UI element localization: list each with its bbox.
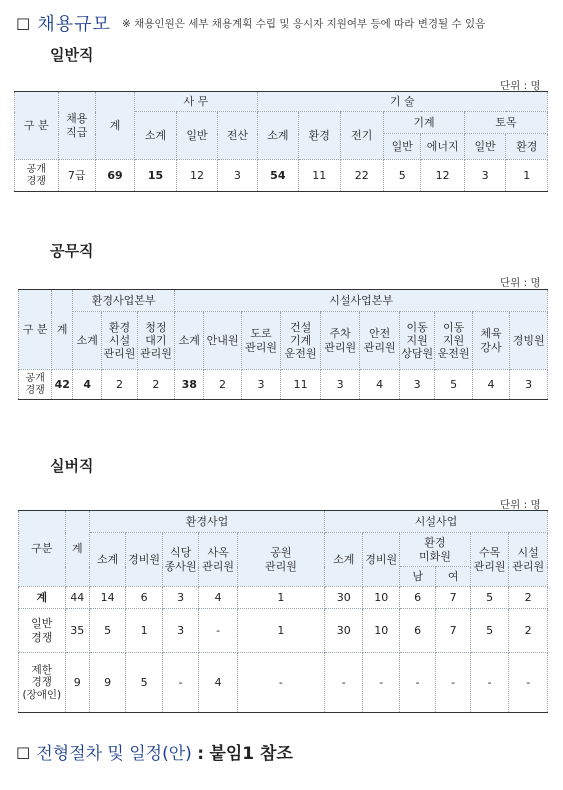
cell-security-facility: 10 [363, 609, 399, 653]
cell-office-manager: 4 [199, 587, 238, 609]
cell-mobility-counselor: 3 [399, 370, 434, 400]
header-tree-manager: 수목 관리원 [470, 533, 509, 587]
unit-label: 단위 : 명 [500, 499, 541, 511]
row-label: 공개 경쟁 [19, 370, 52, 400]
cell-civil-general: 3 [464, 160, 505, 192]
header-subtotal-env: 소계 [89, 533, 125, 587]
cell-env-facility: 2 [102, 370, 137, 400]
cell-female: 7 [436, 609, 470, 653]
header-machine-operator: 건설 기계 운전원 [281, 312, 321, 370]
cell-male: - [399, 653, 435, 713]
cell-security: 6 [126, 587, 162, 609]
cell-female: 7 [436, 587, 470, 609]
table-row [19, 587, 548, 609]
row-label: 공개 경쟁 [15, 160, 59, 192]
cell-subtotal-facility: 38 [175, 370, 204, 400]
header-env-business: 환경사업 [89, 511, 324, 533]
cell-mobility-driver: 5 [435, 370, 472, 400]
header-park-manager: 공원 관리원 [237, 533, 324, 587]
cell-clean-air: 2 [137, 370, 175, 400]
row-label: 계 [19, 587, 66, 609]
header-cafeteria: 식당 종사원 [162, 533, 198, 587]
cell-machine-operator: 11 [281, 370, 321, 400]
cell-safety: 4 [360, 370, 400, 400]
cell-office-subtotal: 15 [135, 160, 176, 192]
cell-total: 42 [52, 370, 73, 400]
general-table [14, 91, 548, 192]
cell-total: 69 [95, 160, 134, 192]
cell-total: 9 [65, 653, 89, 713]
header-office-manager: 사옥 관리원 [199, 533, 238, 587]
cell-male: 6 [399, 609, 435, 653]
cell-subtotal-facility: 30 [324, 587, 363, 609]
cell-security: 5 [126, 653, 162, 713]
cell-subtotal-env: 5 [89, 609, 125, 653]
header-road: 도로 관리원 [241, 312, 281, 370]
cell-tree-manager: 5 [470, 609, 509, 653]
cell-pe-instructor: 4 [472, 370, 509, 400]
header-civil-environment: 환경 [506, 134, 548, 160]
footer-title: 전형절차 및 일정(안) [36, 744, 192, 764]
row-label: 제한 경쟁 (장애인) [19, 653, 66, 713]
subtitle-general: 일반직 [50, 46, 94, 64]
header-clean-air: 청정 대기 관리원 [137, 312, 175, 370]
header-facility-business: 시설사업 [324, 511, 547, 533]
header-mobility-driver: 이동 지원 운전원 [435, 312, 472, 370]
header-civil: 토목 [464, 112, 547, 134]
header-subtotal-facility: 소계 [175, 312, 204, 370]
cell-subtotal-env: 14 [89, 587, 125, 609]
header-machine-general: 일반 [384, 134, 421, 160]
header-mobility-counselor: 이동 지원 상담원 [399, 312, 434, 370]
cell-security-facility: 10 [363, 587, 399, 609]
cell-cafeteria: 3 [162, 587, 198, 609]
header-subtotal-env: 소계 [73, 312, 102, 370]
header-facility-manager: 시설 관리원 [509, 533, 548, 587]
cell-facility-manager: 2 [509, 609, 548, 653]
table-row [19, 609, 548, 653]
header-female: 여 [436, 567, 470, 587]
section-title: 채용규모 [37, 14, 111, 35]
header-office-general: 일반 [176, 112, 217, 160]
cell-female: - [436, 653, 470, 713]
header-tech: 기 술 [257, 92, 547, 112]
cell-subtotal-env: 9 [89, 653, 125, 713]
unit-label: 단위 : 명 [500, 277, 541, 289]
header-total: 계 [65, 511, 89, 587]
header-electric: 전기 [340, 112, 384, 160]
header-gubun: 구분 [19, 511, 66, 587]
header-guide: 안내원 [204, 312, 241, 370]
cell-park-manager: 1 [237, 587, 324, 609]
cell-total: 44 [65, 587, 89, 609]
cell-office-it: 3 [218, 160, 257, 192]
header-guard: 경빙원 [510, 312, 548, 370]
footer-colon: : [197, 744, 205, 764]
header-security: 경비원 [126, 533, 162, 587]
header-total: 계 [52, 290, 73, 370]
header-office-it: 전산 [218, 112, 257, 160]
table-row [19, 653, 548, 713]
footer-reference: 붙임1 참조 [209, 744, 293, 764]
header-beautification: 환경 미화원 [399, 533, 470, 567]
header-energy: 에너지 [421, 134, 465, 160]
cell-energy: 12 [421, 160, 465, 192]
subtitle-silver: 실버직 [50, 457, 94, 475]
cell-electric: 22 [340, 160, 384, 192]
cell-guide: 2 [204, 370, 241, 400]
header-gubun: 구 분 [19, 290, 52, 370]
cell-male: 6 [399, 587, 435, 609]
cell-cafeteria: - [162, 653, 198, 713]
header-gubun: 구 분 [15, 92, 59, 160]
cell-civil-environment: 1 [506, 160, 548, 192]
header-pe-instructor: 체육 강사 [472, 312, 509, 370]
section-footer [16, 739, 293, 764]
cell-park-manager: - [237, 653, 324, 713]
header-env-hq: 환경사업본부 [73, 290, 175, 312]
cell-subtotal-facility: 30 [324, 609, 363, 653]
cell-environment: 11 [299, 160, 340, 192]
header-machine: 기계 [384, 112, 465, 134]
cell-road: 3 [241, 370, 281, 400]
cell-security-facility: - [363, 653, 399, 713]
table-row [19, 370, 548, 400]
cell-machine-general: 5 [384, 160, 421, 192]
row-label: 일반 경쟁 [19, 609, 66, 653]
public-table [18, 289, 548, 400]
cell-facility-manager: 2 [509, 587, 548, 609]
cell-office-manager: - [199, 609, 238, 653]
cell-security: 1 [126, 609, 162, 653]
subtitle-public: 공무직 [50, 242, 94, 260]
silver-table [18, 510, 548, 713]
checkbox-square-icon: ☐ [16, 744, 31, 763]
header-civil-general: 일반 [464, 134, 505, 160]
header-security-facility: 경비원 [363, 533, 399, 587]
header-male: 남 [399, 567, 435, 587]
header-tech-subtotal: 소계 [257, 112, 298, 160]
header-subtotal-facility: 소계 [324, 533, 363, 587]
cell-guard: 3 [510, 370, 548, 400]
cell-grade: 7급 [58, 160, 95, 192]
cell-total: 35 [65, 609, 89, 653]
header-safety: 안전 관리원 [360, 312, 400, 370]
cell-tree-manager: 5 [470, 587, 509, 609]
cell-subtotal-env: 4 [73, 370, 102, 400]
cell-office-general: 12 [176, 160, 217, 192]
header-grade: 채용 직급 [58, 92, 95, 160]
cell-subtotal-facility: - [324, 653, 363, 713]
cell-facility-manager: - [509, 653, 548, 713]
header-total: 계 [95, 92, 134, 160]
checkbox-square-icon: ☐ [16, 15, 32, 34]
cell-park-manager: 1 [237, 609, 324, 653]
header-parking: 주차 관리원 [320, 312, 360, 370]
table-row [15, 160, 548, 192]
unit-label: 단위 : 명 [500, 80, 541, 92]
cell-tech-subtotal: 54 [257, 160, 298, 192]
header-office: 사 무 [135, 92, 257, 112]
header-env-facility: 환경 시설 관리원 [102, 312, 137, 370]
cell-office-manager: 4 [199, 653, 238, 713]
cell-parking: 3 [320, 370, 360, 400]
cell-cafeteria: 3 [162, 609, 198, 653]
recruitment-note: ※ 채용인원은 세부 채용계획 수립 및 응시자 지원여부 등에 따라 변경될 수 있음 [122, 18, 486, 30]
cell-tree-manager: - [470, 653, 509, 713]
section-heading [16, 10, 111, 36]
header-environment: 환경 [299, 112, 340, 160]
header-office-subtotal: 소계 [135, 112, 176, 160]
header-facility-hq: 시설사업본부 [175, 290, 548, 312]
